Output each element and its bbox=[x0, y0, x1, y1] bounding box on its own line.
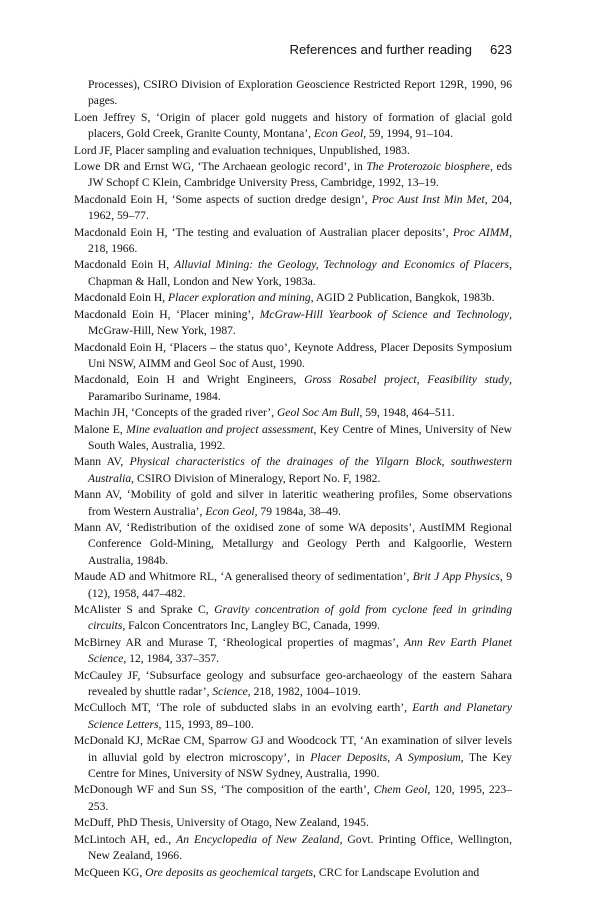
reference-title-italic: Mine evaluation and project assessment bbox=[126, 422, 314, 436]
reference-title-italic: Placer Deposits, A Symposium bbox=[310, 750, 461, 764]
reference-title-italic: Gravity concentration of gold from cyclone feed in grinding circuits bbox=[88, 603, 513, 633]
reference-entry bbox=[74, 832, 512, 865]
reference-entry bbox=[74, 159, 512, 192]
reference-entry bbox=[74, 372, 512, 405]
reference-entry bbox=[74, 487, 512, 520]
reference-text: McAlister S and Sprake C, bbox=[74, 603, 215, 616]
reference-title-italic: Proc Aust Inst Min Met bbox=[371, 192, 485, 206]
reference-text: Macdonald, Eoin H and Wright Engineers, bbox=[74, 373, 305, 387]
reference-text: , 115, 1993, 89–100. bbox=[158, 717, 254, 731]
reference-text: , McGraw-Hill, New York, 1987. bbox=[88, 307, 512, 338]
reference-title-italic: Geol Soc Am Bull bbox=[276, 406, 360, 420]
reference-text: Mann AV, bbox=[74, 455, 130, 469]
reference-text: McQueen KG, bbox=[74, 865, 146, 879]
reference-entry bbox=[74, 782, 512, 815]
reference-entry bbox=[74, 110, 512, 143]
reference-entry bbox=[74, 700, 512, 733]
reference-entry bbox=[74, 733, 512, 782]
page-number: 623 bbox=[489, 42, 512, 57]
reference-text: , 59, 1994, 91–104. bbox=[363, 127, 454, 141]
reference-text: McDonough WF and Sun SS, ‘The composition of the earth’, bbox=[74, 783, 374, 797]
reference-text: McLintoch AH, ed., bbox=[74, 832, 177, 846]
reference-text: , Falcon Concentrators Inc, Langley BC, Canada, 1999. bbox=[122, 619, 380, 633]
reference-title-italic: The Proterozoic biosphere bbox=[366, 160, 491, 174]
reference-text: , Paramaribo Suriname, 1984. bbox=[88, 373, 513, 403]
reference-text: Macdonald Eoin H, ‘The testing and evaluation of Australian placer deposits’, bbox=[74, 225, 453, 239]
reference-title-italic: Chem Geol bbox=[373, 783, 428, 797]
reference-title-italic: Ore deposits as geochemical targets bbox=[145, 865, 314, 879]
reference-text: , CRC for Landscape Evolution and bbox=[313, 865, 480, 879]
reference-text: , 12, 1984, 337–357. bbox=[123, 652, 220, 666]
reference-text: , 59, 1948, 464–511. bbox=[359, 406, 455, 420]
reference-entry bbox=[74, 77, 512, 110]
reference-title-italic: Ann Rev Earth Planet Science bbox=[88, 635, 512, 666]
reference-entry bbox=[74, 257, 512, 290]
reference-title-italic: Physical characteristics of the drainages of the Yilgarn Block, southwestern Australia bbox=[88, 455, 512, 485]
reference-title-italic: Science bbox=[212, 685, 248, 699]
reference-title-italic: An Encyclopedia of New Zealand bbox=[176, 832, 340, 846]
reference-text: Mann AV, ‘Redistribution of the oxidised zone of some WA deposits’, AustIMM Regional Conference Gold-Mining, Metallurgy and Geology Perth and Kalgoorlie, Western Australia, 1984b. bbox=[74, 520, 512, 567]
reference-text: , 120, 1995, 223–253. bbox=[88, 783, 513, 813]
reference-text: , AGID 2 Publication, Bangkok, 1983b. bbox=[310, 291, 495, 305]
reference-entry bbox=[74, 815, 512, 831]
reference-text: Lowe DR and Ernst WG, ‘The Archaean geologic record’, in bbox=[74, 160, 367, 174]
reference-text: McCulloch MT, ‘The role of subducted slabs in an evolving earth’, bbox=[74, 701, 413, 715]
reference-text: Macdonald Eoin H, ‘Placer mining’, bbox=[74, 307, 260, 321]
reference-text: , Chapman & Hall, London and New York, 1983a. bbox=[88, 258, 512, 288]
reference-text: Maude AD and Whitmore RL, ‘A generalised theory of sedimentation’, bbox=[74, 570, 413, 584]
reference-text: , The Key Centre for Mines, University of NSW Sydney, Australia, 1990. bbox=[88, 750, 512, 781]
reference-entry bbox=[74, 405, 512, 421]
reference-entry bbox=[74, 569, 512, 602]
reference-text: Macdonald Eoin H, ‘Some aspects of suction dredge design’, bbox=[74, 192, 372, 206]
reference-text: Lord JF, Placer sampling and evaluation techniques, Unpublished, 1983. bbox=[74, 143, 410, 157]
reference-title-italic: Alluvial Mining: the Geology, Technology and Economics of Placers bbox=[174, 258, 510, 272]
reference-text: , Govt. Printing Office, Wellington, New Zealand, 1966. bbox=[88, 832, 512, 863]
reference-title-italic: McGraw-Hill Yearbook of Science and Technology bbox=[259, 307, 510, 321]
reference-entry bbox=[74, 340, 512, 373]
reference-entry bbox=[74, 307, 512, 340]
reference-entry bbox=[74, 668, 512, 701]
reference-entry bbox=[74, 602, 512, 635]
reference-text: Malone E, bbox=[74, 422, 127, 436]
reference-title-italic: Gross Rosabel project, Feasibility study bbox=[304, 373, 510, 387]
reference-entry bbox=[74, 520, 512, 569]
reference-text: Machin JH, ‘Concepts of the graded river’, bbox=[74, 406, 277, 420]
reference-title-italic: Placer exploration and mining bbox=[168, 291, 311, 305]
reference-title-italic: Brit J App Physics bbox=[412, 570, 500, 584]
running-title: References and further reading bbox=[289, 42, 472, 57]
reference-title-italic: Proc AIMM bbox=[452, 225, 510, 239]
reference-text: McDonald KJ, McRae CM, Sparrow GJ and Woodcock TT, ‘An examination of silver levels in alluvial gold by electron microscopy’, in bbox=[74, 734, 512, 764]
reference-text: , 204, 1962, 59–77. bbox=[88, 192, 512, 223]
reference-text: Processes), CSIRO Division of Exploration Geoscience Restricted Report 129R, 1990, 96 pages. bbox=[88, 78, 512, 108]
reference-text: , 218, 1982, 1004–1019. bbox=[247, 685, 361, 699]
reference-text: , 218, 1966. bbox=[88, 225, 512, 256]
reference-text: , CSIRO Division of Mineralogy, Report No. F, 1982. bbox=[131, 471, 381, 485]
reference-text: McDuff, PhD Thesis, University of Otago, New Zealand, 1945. bbox=[74, 816, 369, 830]
reference-text: Mann AV, ‘Mobility of gold and silver in lateritic weathering profiles, Some observations from Western Australia’, bbox=[74, 488, 512, 518]
reference-text: Loen Jeffrey S, ‘Origin of placer gold nuggets and history of formation of glacial gold placers, Gold Creek, Granite County, Montana’, bbox=[74, 110, 512, 141]
reference-text: , 9 (12), 1958, 447–482. bbox=[88, 570, 512, 600]
reference-title-italic: Earth and Planetary Science Letters bbox=[88, 701, 512, 731]
reference-entry bbox=[74, 454, 512, 487]
reference-text: , eds JW Schopf C Klein, Cambridge University Press, Cambridge, 1992, 13–19. bbox=[88, 160, 512, 190]
reference-text: Macdonald Eoin H, bbox=[74, 291, 169, 305]
reference-title-italic: Econ Geol bbox=[205, 504, 255, 518]
reference-entry bbox=[74, 192, 512, 225]
reference-text: , Key Centre of Mines, University of New South Wales, Australia, 1992. bbox=[88, 422, 512, 452]
reference-entry bbox=[74, 422, 512, 455]
running-header bbox=[74, 42, 512, 57]
reference-text: Macdonald Eoin H, ‘Placers – the status quo’, Keynote Address, Placer Deposits Symposium Uni NSW, AIMM and Geol Soc of Aust, 1990. bbox=[74, 340, 512, 370]
reference-text: , 79 1984a, 38–49. bbox=[254, 504, 341, 518]
reference-list bbox=[74, 77, 512, 881]
reference-title-italic: Econ Geol bbox=[313, 127, 364, 141]
reference-text: McBirney AR and Murase T, ‘Rheological properties of magmas’, bbox=[74, 635, 404, 649]
reference-text: McCauley JF, ‘Subsurface geology and subsurface geo-archaeology of the eastern Sahara revealed by shuttle radar’, bbox=[74, 668, 512, 699]
reference-entry bbox=[74, 290, 512, 306]
reference-entry bbox=[74, 143, 512, 159]
reference-entry bbox=[74, 225, 512, 258]
reference-entry bbox=[74, 635, 512, 668]
reference-text: Macdonald Eoin H, bbox=[74, 258, 175, 272]
reference-entry bbox=[74, 865, 512, 881]
